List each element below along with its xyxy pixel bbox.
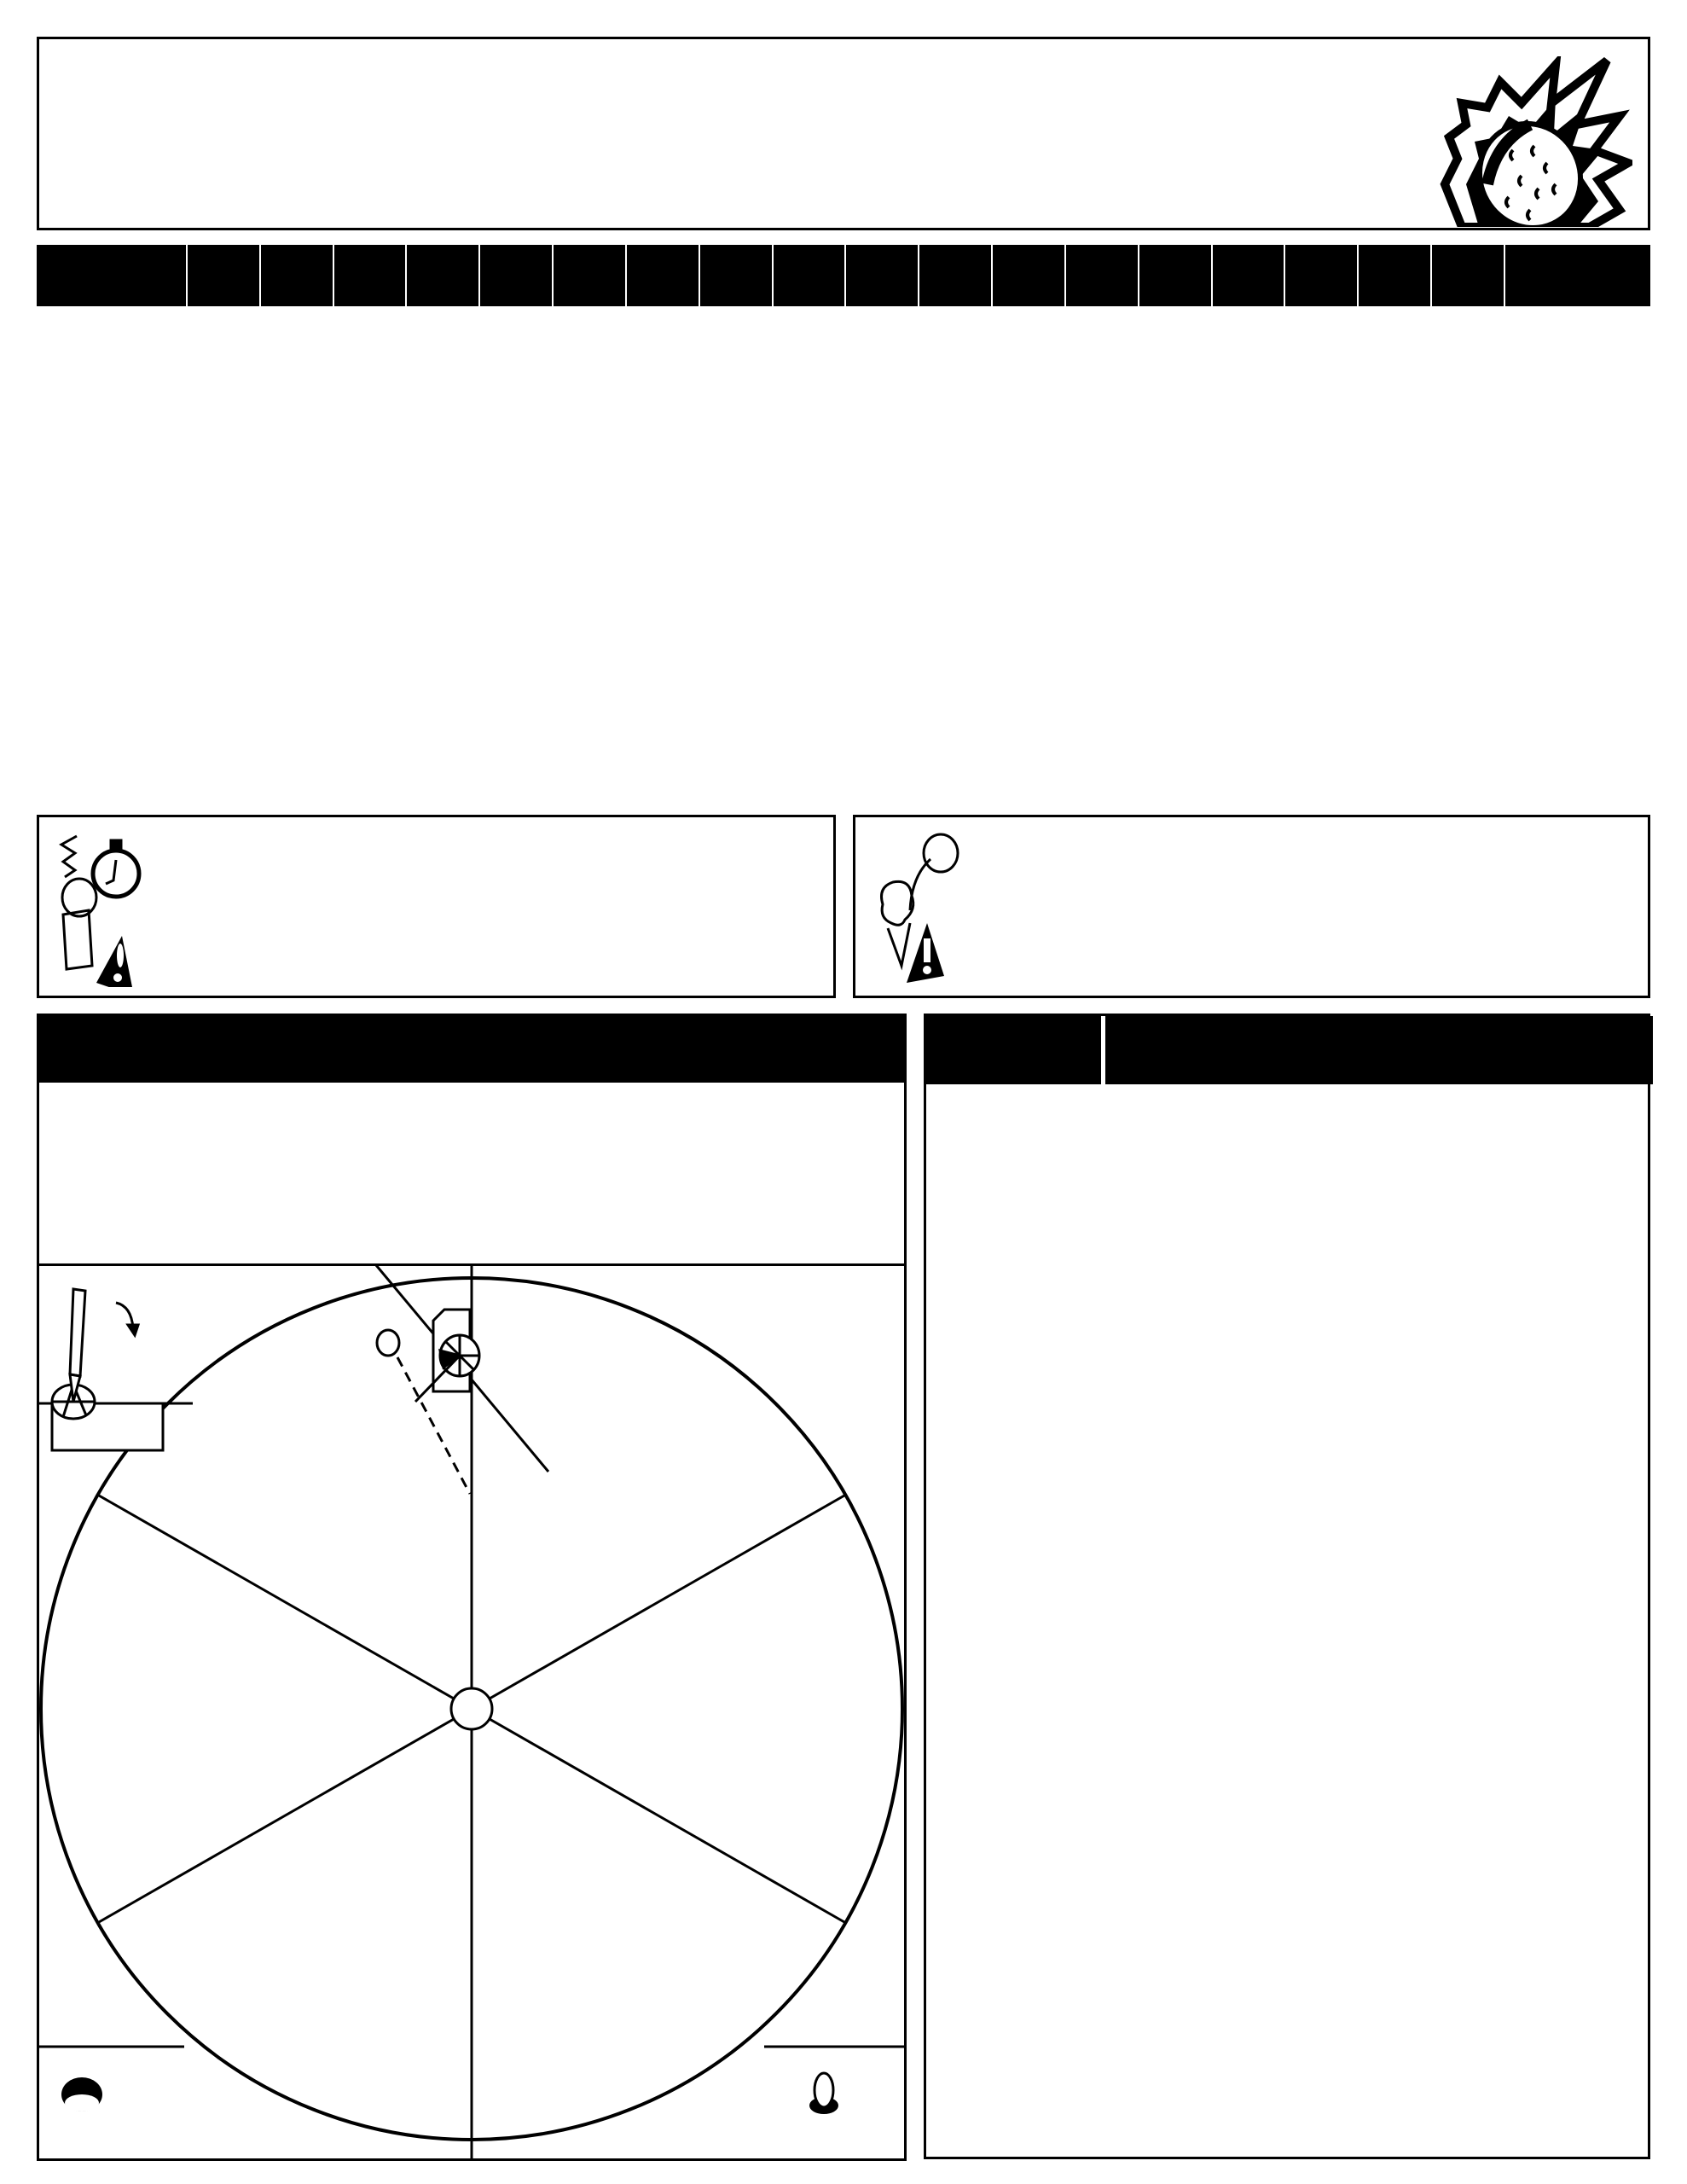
column-header-name [38,245,188,306]
title-banner [37,37,1650,230]
dice-instructions [39,1083,904,1266]
stopwatch-icon [93,841,139,897]
column-header-hole-9 [773,245,846,306]
golf-ball-icon [910,834,958,910]
pencil-drop-icon [52,1289,163,1450]
scorecard-table [37,245,1650,306]
roll-header [926,1016,1101,1084]
column-header-hole-3 [333,245,407,306]
ice-cream-icon [882,881,913,966]
dice-heading [39,1016,904,1083]
wheel-centerpoint [451,1688,492,1729]
ball-putt-icon [377,1310,479,1494]
column-header-hole-18 [1431,245,1504,306]
house-rules-icons [867,829,1021,987]
column-header-hole-14 [1139,245,1212,306]
dice-section [37,1014,907,2161]
courtesy-icons [51,829,205,987]
column-header-hole-5 [479,245,553,306]
column-header-total [1504,245,1650,306]
column-header-hole-7 [626,245,699,306]
courtesy-text [201,817,818,996]
flaming-golf-ball-icon [1428,56,1632,227]
courtesy-notice [37,815,836,998]
house-rules-notice [853,815,1650,998]
column-header-hole-4 [406,245,479,306]
ball-on-tee-icon [809,2073,838,2114]
column-header-hole-15 [1212,245,1285,306]
column-header-hole-10 [845,245,919,306]
column-header-hole-1 [187,245,260,306]
scorecard-header-row [38,245,1651,306]
dice-wheel[interactable] [39,1265,904,2158]
frustrated-player-icon [61,836,96,969]
house-rules-text [1017,817,1636,996]
column-header-hole-11 [919,245,992,306]
column-header-hole-6 [553,245,626,306]
column-header-hole-13 [1065,245,1139,306]
warning-icon [96,936,134,987]
golf-hole-icon [61,2077,102,2111]
column-header-hole-8 [699,245,773,306]
powerup-table [924,1014,1650,2159]
column-header-hole-2 [260,245,333,306]
warning-icon [907,923,944,983]
column-header-hole-17 [1358,245,1431,306]
column-header-hole-12 [992,245,1065,306]
column-header-hole-16 [1284,245,1358,306]
powerup-header [1105,1016,1653,1084]
